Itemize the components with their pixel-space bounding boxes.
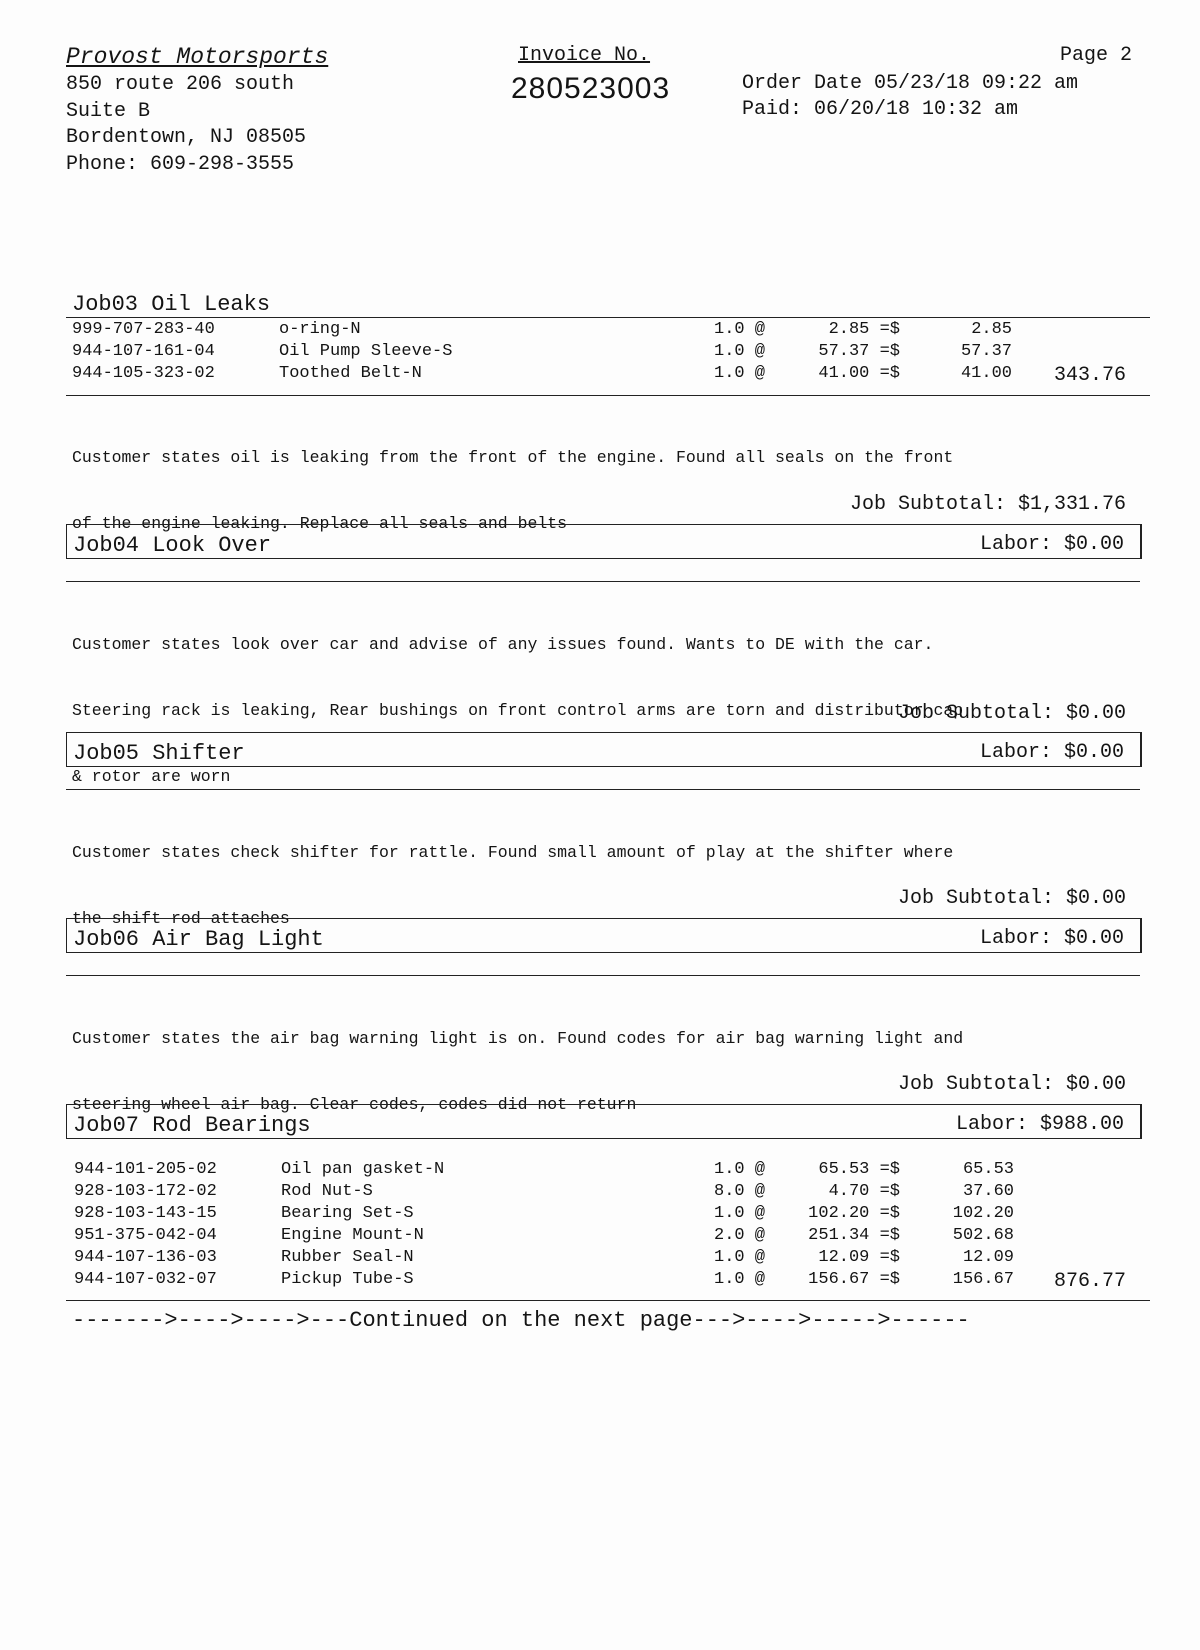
part-qty: 1.0 @ (714, 1160, 766, 1179)
order-date: Order Date 05/23/18 09:22 am (742, 72, 1079, 95)
part-description: Oil Pump Sleeve-S (279, 342, 453, 361)
note-line: Customer states oil is leaking from the front of the engine. Found all seals on the front (72, 448, 954, 467)
part-number: 951-375-042-04 (74, 1226, 217, 1245)
part-extended: 41.00 (960, 364, 1012, 383)
job-header-box (66, 732, 1142, 767)
part-description: Bearing Set-S (281, 1204, 414, 1223)
part-qty: 1.0 @ (714, 1204, 766, 1223)
part-qty: 8.0 @ (714, 1182, 766, 1201)
table-row (72, 320, 1012, 341)
address-line: Phone: 609-298-3555 (66, 152, 295, 176)
job-title: Job07 Rod Bearings (73, 1113, 311, 1138)
note-line: of the engine leaking. Replace all seals and belts (72, 514, 568, 533)
part-price: 251.34 =$ (808, 1226, 900, 1245)
note-line: & rotor are worn (72, 767, 231, 786)
continued-notice: ------->---->---->---Continued on the next page--->---->----->------ (72, 1308, 970, 1333)
part-description: Rubber Seal-N (281, 1248, 414, 1267)
part-extended: 57.37 (960, 342, 1012, 361)
invoice-number: 280523003 (511, 72, 671, 105)
part-price: 102.20 =$ (808, 1204, 900, 1223)
job-labor: Labor: $0.00 (979, 533, 1124, 556)
part-qty: 1.0 @ (714, 342, 766, 361)
company-name: Provost Motorsports (66, 44, 329, 70)
part-qty: 1.0 @ (714, 1248, 766, 1267)
note-line: steering wheel air bag. Clear codes, codes did not return (72, 1095, 637, 1114)
part-number: 944-107-136-03 (74, 1248, 217, 1267)
job-title: Job05 Shifter (73, 741, 245, 766)
part-number: 944-107-161-04 (72, 342, 215, 361)
address-line: Bordentown, NJ 08505 (66, 126, 307, 149)
part-price: 12.09 =$ (818, 1248, 900, 1267)
invoice-label: Invoice No. (518, 44, 651, 67)
part-price: 41.00 =$ (818, 364, 900, 383)
parts-total: 343.76 (1053, 364, 1126, 387)
part-description: Toothed Belt-N (279, 364, 422, 383)
job-labor: Labor: $0.00 (979, 741, 1124, 764)
page-number: Page 2 (1059, 44, 1132, 67)
part-qty: 1.0 @ (714, 364, 766, 383)
table-row (74, 1270, 1014, 1291)
table-row (74, 1248, 1014, 1269)
part-price: 4.70 =$ (828, 1182, 900, 1201)
part-number: 999-707-283-40 (72, 320, 215, 339)
job-subtotal: Job Subtotal: $1,331.76 (849, 493, 1126, 516)
part-description: Pickup Tube-S (281, 1270, 414, 1289)
address-line: 850 route 206 south (66, 73, 295, 96)
job-title: Job06 Air Bag Light (73, 927, 324, 952)
note-line: the shift rod attaches (72, 909, 290, 928)
table-row (74, 1182, 1014, 1203)
divider (66, 581, 1140, 582)
part-number: 928-103-143-15 (74, 1204, 217, 1223)
part-price: 156.67 =$ (808, 1270, 900, 1289)
part-description: Oil pan gasket-N (281, 1160, 445, 1179)
note-line: Customer states check shifter for rattle. Found small amount of play at the shifter where (72, 843, 954, 862)
job-labor: Labor: $0.00 (979, 927, 1124, 950)
part-qty: 2.0 @ (714, 1226, 766, 1245)
table-row (72, 342, 1012, 363)
note-line: Customer states the air bag warning light is on. Found codes for air bag warning light and (72, 1029, 964, 1048)
job-title: Job03 Oil Leaks (72, 292, 271, 317)
table-row (72, 364, 1012, 385)
parts-total: 876.77 (1053, 1270, 1126, 1293)
part-number: 944-105-323-02 (72, 364, 215, 383)
job-title: Job04 Look Over (73, 533, 272, 558)
note-line: Steering rack is leaking, Rear bushings on front control arms are torn and distributor cap (72, 701, 964, 720)
part-description: Rod Nut-S (281, 1182, 373, 1201)
table-row (74, 1160, 1014, 1181)
part-extended: 12.09 (962, 1248, 1014, 1267)
part-number: 928-103-172-02 (74, 1182, 217, 1201)
job-subtotal: Job Subtotal: $0.00 (897, 887, 1126, 910)
job-labor: Labor: $988.00 (955, 1113, 1124, 1136)
part-price: 2.85 =$ (828, 320, 900, 339)
part-extended: 102.20 (952, 1204, 1014, 1223)
part-extended: 37.60 (962, 1182, 1014, 1201)
job-subtotal: Job Subtotal: $0.00 (897, 702, 1126, 725)
part-description: Engine Mount-N (281, 1226, 424, 1245)
divider (66, 1300, 1150, 1301)
part-qty: 1.0 @ (714, 320, 766, 339)
part-extended: 65.53 (962, 1160, 1014, 1179)
part-extended: 2.85 (971, 320, 1012, 339)
company-address (66, 72, 306, 178)
part-qty: 1.0 @ (714, 1270, 766, 1289)
part-number: 944-107-032-07 (74, 1270, 217, 1289)
part-extended: 156.67 (952, 1270, 1014, 1289)
part-description: o-ring-N (279, 320, 361, 339)
table-row (74, 1204, 1014, 1225)
job-header-box (66, 1104, 1142, 1139)
part-price: 65.53 =$ (818, 1160, 900, 1179)
note-line: Customer states look over car and advise of any issues found. Wants to DE with the car. (72, 635, 934, 654)
paid-date: Paid: 06/20/18 10:32 am (742, 98, 1019, 121)
address-line: Suite B (66, 99, 151, 123)
part-number: 944-101-205-02 (74, 1160, 217, 1179)
part-price: 57.37 =$ (818, 342, 900, 361)
job-header-box (66, 918, 1142, 953)
job-notes (72, 590, 963, 832)
job-subtotal: Job Subtotal: $0.00 (897, 1073, 1126, 1096)
table-row (74, 1226, 1014, 1247)
divider (66, 395, 1150, 396)
divider (66, 975, 1140, 976)
job-header-box (66, 524, 1142, 559)
job-header-rule (66, 317, 1150, 318)
divider (66, 789, 1140, 790)
part-extended: 502.68 (952, 1226, 1014, 1245)
